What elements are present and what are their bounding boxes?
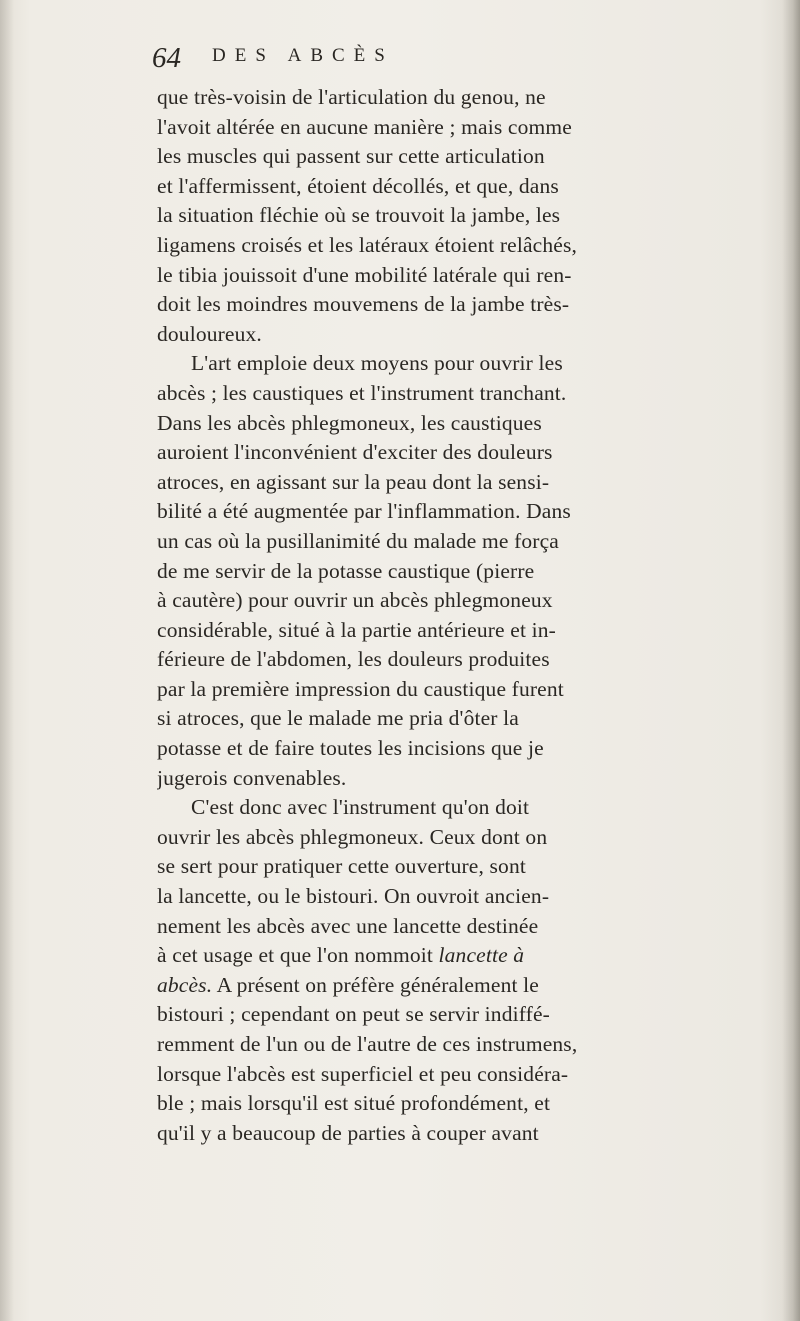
text-line: L'art emploie deux moyens pour ouvrir les (191, 351, 563, 376)
text-line: ligamens croisés et les latéraux étoient relâchés, (157, 232, 578, 257)
text-line: ouvrir les abcès phlegmoneux. Ceux dont on (157, 824, 548, 849)
text-line: la situation fléchie où se trouvoit la jambe, les (157, 203, 561, 228)
text-line: considérable, situé à la partie antérieure et in- (157, 617, 556, 642)
text-line: un cas où la pusillanimité du malade me força (157, 528, 559, 553)
text-line: douloureux. (157, 321, 262, 346)
text-line: par la première impression du caustique furent (157, 676, 564, 701)
text-segment: à cet usage et que l'on nommoit (157, 943, 439, 968)
text-line: à cautère) pour ouvrir un abcès phlegmoneux (157, 588, 553, 613)
text-line: auroient l'inconvénient d'exciter des douleurs (157, 440, 553, 465)
text-line: jugerois convenables. (157, 765, 347, 790)
page-right-shadow (782, 0, 800, 1321)
text-line: de me servir de la potasse caustique (pierre (157, 558, 535, 583)
text-line: le tibia jouissoit d'une mobilité latérale qui ren- (157, 262, 572, 287)
text-line: férieure de l'abdomen, les douleurs produites (157, 647, 550, 672)
text-line: abcès ; les caustiques et l'instrument tranchant. (157, 380, 567, 405)
text-line: Dans les abcès phlegmoneux, les caustiques (157, 410, 542, 435)
text-line: la lancette, ou le bistouri. On ouvroit ancien- (157, 884, 550, 909)
running-title: DES ABCÈS (212, 45, 394, 66)
text-line: et l'affermissent, étoient décollés, et que, dans (157, 173, 559, 198)
text-line: ble ; mais lorsqu'il est situé profondément, et (157, 1091, 551, 1116)
page-left-shadow (0, 0, 14, 1321)
text-line: bistouri ; cependant on peut se servir indiffé- (157, 1002, 550, 1027)
text-line: atroces, en agissant sur la peau dont la sensi- (157, 469, 550, 494)
text-line (157, 971, 767, 1001)
text-segment: A présent on préfère généralement le (212, 972, 539, 997)
page-header (152, 42, 592, 78)
text-line: C'est donc avec l'instrument qu'on doit (191, 795, 530, 820)
text-line: doit les moindres mouvemens de la jambe très- (157, 292, 570, 317)
text-line: l'avoit altérée en aucune manière ; mais comme (157, 114, 572, 139)
text-line: que très-voisin de l'articulation du genou, ne (157, 85, 546, 109)
text-line: remment de l'un ou de l'autre de ces instrumens, (157, 1032, 578, 1056)
page-number: 64 (152, 42, 181, 74)
text-line: nement les abcès avec une lancette destinée (157, 913, 539, 938)
italic-term: lancette à (438, 943, 525, 968)
text-line: si atroces, que le malade me pria d'ôter la (157, 706, 519, 731)
body-text (157, 83, 767, 1148)
text-line: potasse et de faire toutes les incisions que je (157, 736, 544, 761)
text-line: se sert pour pratiquer cette ouverture, sont (157, 854, 526, 879)
text-line: bilité a été augmentée par l'inflammation. Dans (157, 499, 571, 524)
text-line: les muscles qui passent sur cette articulation (157, 144, 545, 169)
text-line (157, 941, 767, 971)
italic-term: abcès. (157, 972, 213, 997)
text-line: lorsque l'abcès est superficiel et peu considéra- (157, 1061, 569, 1086)
text-line: qu'il y a beaucoup de parties à couper avant (157, 1120, 539, 1145)
